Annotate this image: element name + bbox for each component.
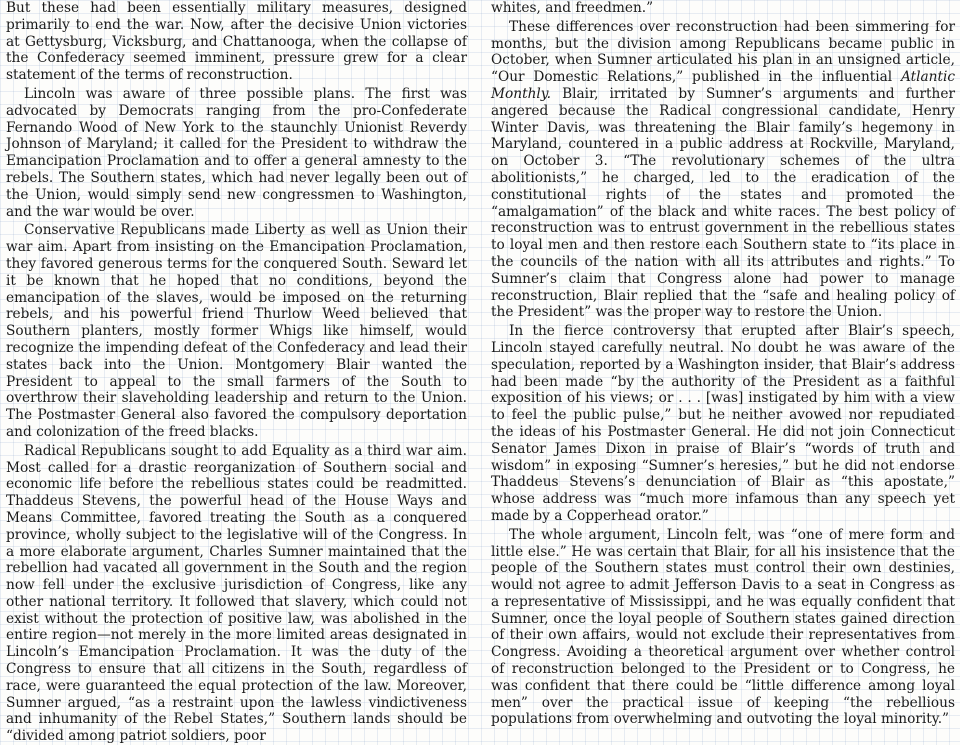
paragraph-whole-argument: The whole argument, Lincoln felt, was “one of mere form and little else.” He was certain that Blair, for all his insistence that the people of the Southern states must control their own destinies, would not agree to admit Jefferson Davis to a seat in Congress as a representative of Mississippi, and he was equally confident that Sumner, once the loyal people of Southern states gained direction of their own affairs, would not exclude their representatives from Congress. Avoiding a theoretical argument over whether control of reconstruction belonged to the President or to Congress, he was confident that there could be “little difference among loyal men” over the practical issue of keeping “the rebellious populations from overwhelming and outvoting the loyal minority.” [491,526,955,728]
left-column [6,0,467,745]
paragraph-three-plans: Lincoln was aware of three possible plans. The first was advocated by Democrats ranging from the pro-Confederate Fernando Wood of New York to the staunchly Unionist Reverdy Johnson of Maryland; it called for the President to withdraw the Emancipation Proclamation and to offer a general amnesty to the rebels. The Southern states, which had never legally been out of the Union, would simply send new congressmen to Washington, and the war would be over. [6,85,467,220]
paragraph-conservative-republicans: Conservative Republicans made Liberty as well as Union their war aim. Apart from insisting on the Emancipation Proclamation, they favored generous terms for the conquered South. Seward let it be known that he hoped that no conditions, beyond the emancipation of the slaves, would be imposed on the returning rebels, and his powerful friend Thurlow Weed believed that Southern planters, mostly former Whigs like himself, would recognize the impending defeat of the Confederacy and lead their states back into the Union. Montgomery Blair wanted the President to appeal to the small farmers of the South to overthrow their slaveholding leadership and return to the Union. The Postmaster General also favored the compulsory deportation and colonization of the freed blacks. [6,222,467,440]
text-run: Blair, irritated by Sumner’s arguments and further angered because the Radical congressional candidate, Henry Winter Davis, was threatening the Blair family’s hegemony in Maryland, countered in a public address at Rockville, Maryland, on October 3. “The revolutionary schemes of the ultra abolitionists,” he charged, led to the eradication of the constitutional rights of the states and promoted the “amalgamation” of the black and white races. The best policy of reconstruction was to entrust government in the rebellious states to loyal men and then restore each Southern state to “its place in the councils of the nation with all its attributes and rights.” To Sumner’s claim that Congress alone had power to manage reconstruction, Blair replied that the “safe and healing policy of the President” was the proper way to restore the Union. [491,85,955,321]
paragraph-fierce-controversy: In the fierce controversy that erupted after Blair’s speech, Lincoln stayed carefully neutral. No doubt he was aware of the speculation, reported by a Washington insider, that Blair’s address had been made “by the authority of the President as a faithful exposition of his views; or . . . [was] instigated by him with a view to feel the public pulse,” but he neither avowed nor repudiated the ideas of his Postmaster General. He did not join Connecticut Senator James Dixon in praise of Blair’s “words of truth and wisdom” in exposing “Sumner’s heresies,” but he did not endorse Thaddeus Stevens’s denunciation of Blair as “this apostate,” whose address was “much more infamous than any speech yet made by a Copperhead orator.” [491,323,955,524]
text-run: These differences over reconstruction had been simmering for months, but the division among Republicans became public in October, when Sumner articulated his plan in an unsigned article, “Our Domestic Relations,” published in the influential [491,18,955,86]
right-column [491,0,955,728]
paragraph-differences-over-reconstruction [491,19,955,321]
publication-title: Atlantic Monthly. [491,69,955,102]
paragraph-military-measures: But these had been essentially military measures, designed primarily to end the war. Now, after the decisive Union victories at Gettysburg, Vicksburg, and Chattanooga, when the collapse of the Confederacy seemed imminent, pressure grew for a clear statement of the terms of reconstruction. [6,0,467,84]
paragraph-continuation: whites, and freedmen.” [491,0,654,16]
paragraph-radical-republicans: Radical Republicans sought to add Equality as a third war aim. Most called for a drastic reorganization of Southern social and economic life before the rebellious states could be readmitted. Thaddeus Stevens, the powerful head of the House Ways and Means Committee, favored treating the South as a conquered province, wholly subject to the legislative will of the Congress. In a more elaborate argument, Charles Sumner maintained that the rebellion had vacated all government in the South and the region now fell under the exclusive jurisdiction of Congress, like any other national territory. It followed that slavery, which could not exist without the protection of positive law, was abolished in the entire region—not merely in the more limited areas designated in Lincoln’s Emancipation Proclamation. It was the duty of the Congress to ensure that all citizens in the South, regardless of race, were guaranteed the equal protection of the law. Moreover, Sumner argued, “as a restraint upon the lawless vindictiveness and inhumanity of the Rebel States,” Southern lands should be “divided among patriot soldiers, poor [6,442,467,745]
